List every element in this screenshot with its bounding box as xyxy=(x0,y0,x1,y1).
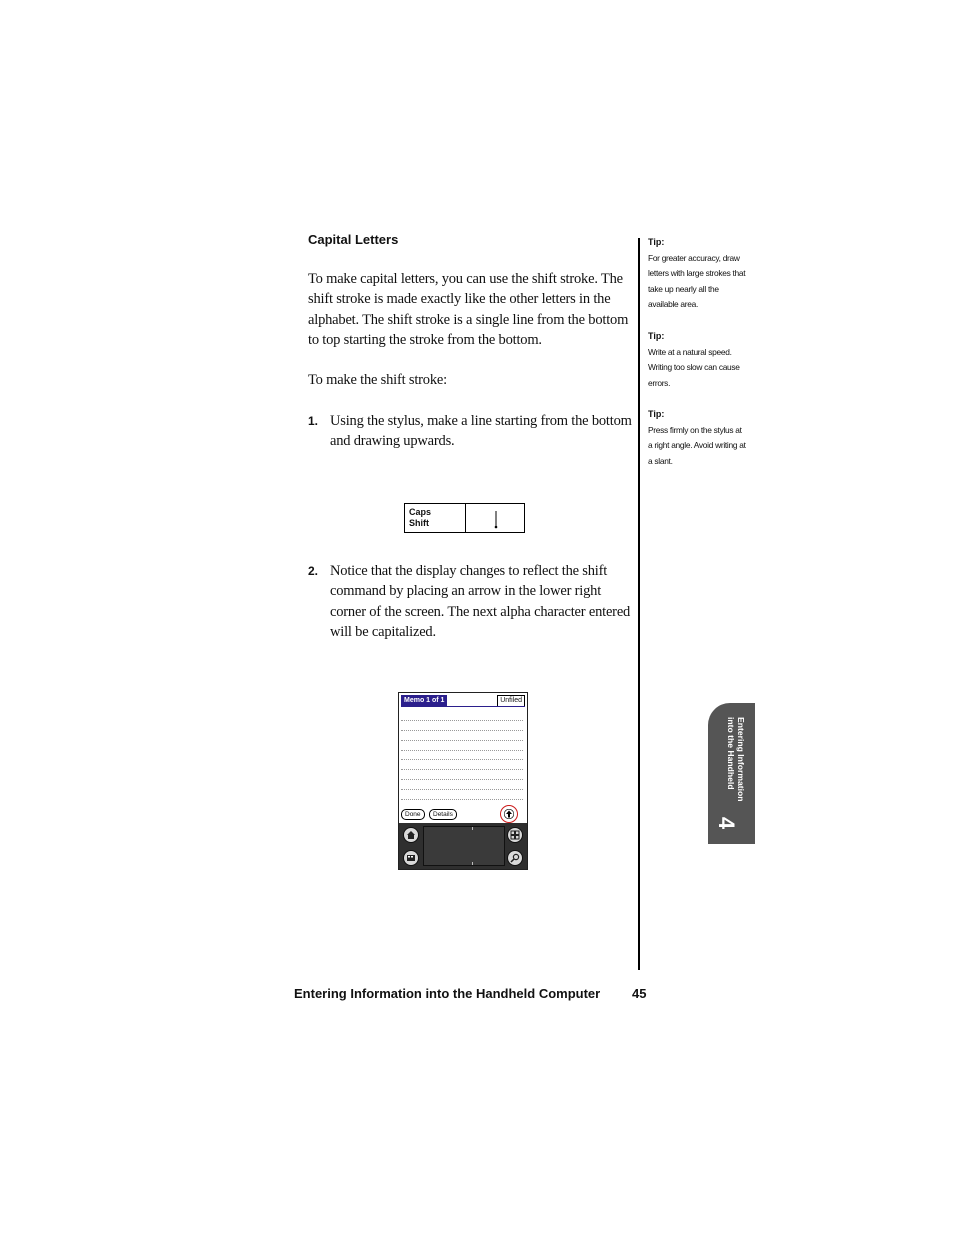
palm-memo-title: Memo 1 of 1 xyxy=(401,695,447,706)
palm-memo-line xyxy=(401,731,523,741)
caps-label-line2: Shift xyxy=(409,518,429,528)
palm-memo-line xyxy=(401,790,523,800)
graffiti-writing-area[interactable] xyxy=(423,826,505,866)
intro-paragraph: To make capital letters, you can use the shift stroke. The shift stroke is made exactly like the other letters in the alphabet. The shift stroke is a single line from the bottom to top starting the stroke from the bottom. xyxy=(308,271,629,348)
chapter-tab-text xyxy=(726,717,746,802)
tip-2 xyxy=(648,330,748,391)
find-icon[interactable] xyxy=(507,850,523,866)
tip-3 xyxy=(648,408,748,469)
palm-memo-lines[interactable] xyxy=(401,711,523,800)
menu-icon[interactable] xyxy=(507,827,523,843)
palm-memo-line xyxy=(401,741,523,751)
graffiti-area xyxy=(399,823,527,869)
tip-1-text: For greater accuracy, draw letters with large strokes that take up nearly all the available area. xyxy=(648,253,746,310)
tip-1-label: Tip: xyxy=(648,237,665,247)
tip-3-text: Press firmly on the stylus at a right angle. Avoid writing at a slant. xyxy=(648,425,746,466)
palm-title-underline xyxy=(401,706,525,707)
palm-memo-line xyxy=(401,711,523,721)
tip-3-label: Tip: xyxy=(648,409,665,419)
palm-memo-line xyxy=(401,780,523,790)
shift-stroke-icon xyxy=(466,504,524,532)
tip-2-label: Tip: xyxy=(648,331,665,341)
section-title: Capital Letters xyxy=(308,232,399,247)
caps-shift-figure xyxy=(404,503,525,533)
chapter-number: 4 xyxy=(714,816,740,830)
chapter-tab-line1: Entering Information xyxy=(736,717,746,802)
caps-label-line1: Caps xyxy=(409,507,432,517)
footer-title: Entering Information into the Handheld Computer xyxy=(294,986,601,1001)
shift-stroke-diagram xyxy=(466,504,524,532)
step-2-text: Notice that the display changes to reflect the shift command by placing an arrow in the lower right corner of the screen. The next alpha character entered will be capitalized. xyxy=(330,563,631,640)
shift-arrow-icon xyxy=(504,809,514,819)
palm-screen-figure xyxy=(398,692,528,870)
home-icon[interactable] xyxy=(403,827,419,843)
palm-memo-line xyxy=(401,721,523,731)
calculator-icon[interactable] xyxy=(403,850,419,866)
instruction-paragraph: To make the shift stroke: xyxy=(308,372,447,388)
palm-memo-line xyxy=(401,760,523,770)
palm-details-button[interactable]: Details xyxy=(429,809,457,820)
palm-title-bar xyxy=(401,695,525,706)
step-1-text: Using the stylus, make a line starting from the bottom and drawing upwards. xyxy=(330,413,632,450)
tip-1 xyxy=(648,236,748,313)
margin-divider xyxy=(638,238,640,970)
step-2-number: 2. xyxy=(308,564,319,578)
palm-memo-line xyxy=(401,770,523,780)
tip-2-text: Write at a natural speed. Writing too slow can cause errors. xyxy=(648,347,740,388)
caps-shift-label xyxy=(405,504,466,532)
step-1-number: 1. xyxy=(308,414,319,428)
palm-category-picker[interactable]: Unfiled xyxy=(497,695,525,707)
palm-memo-line xyxy=(401,751,523,761)
page-number: 45 xyxy=(632,986,647,1001)
chapter-tab xyxy=(708,703,755,844)
palm-done-button[interactable]: Done xyxy=(401,809,425,820)
chapter-tab-line2: into the Handheld xyxy=(726,717,736,790)
